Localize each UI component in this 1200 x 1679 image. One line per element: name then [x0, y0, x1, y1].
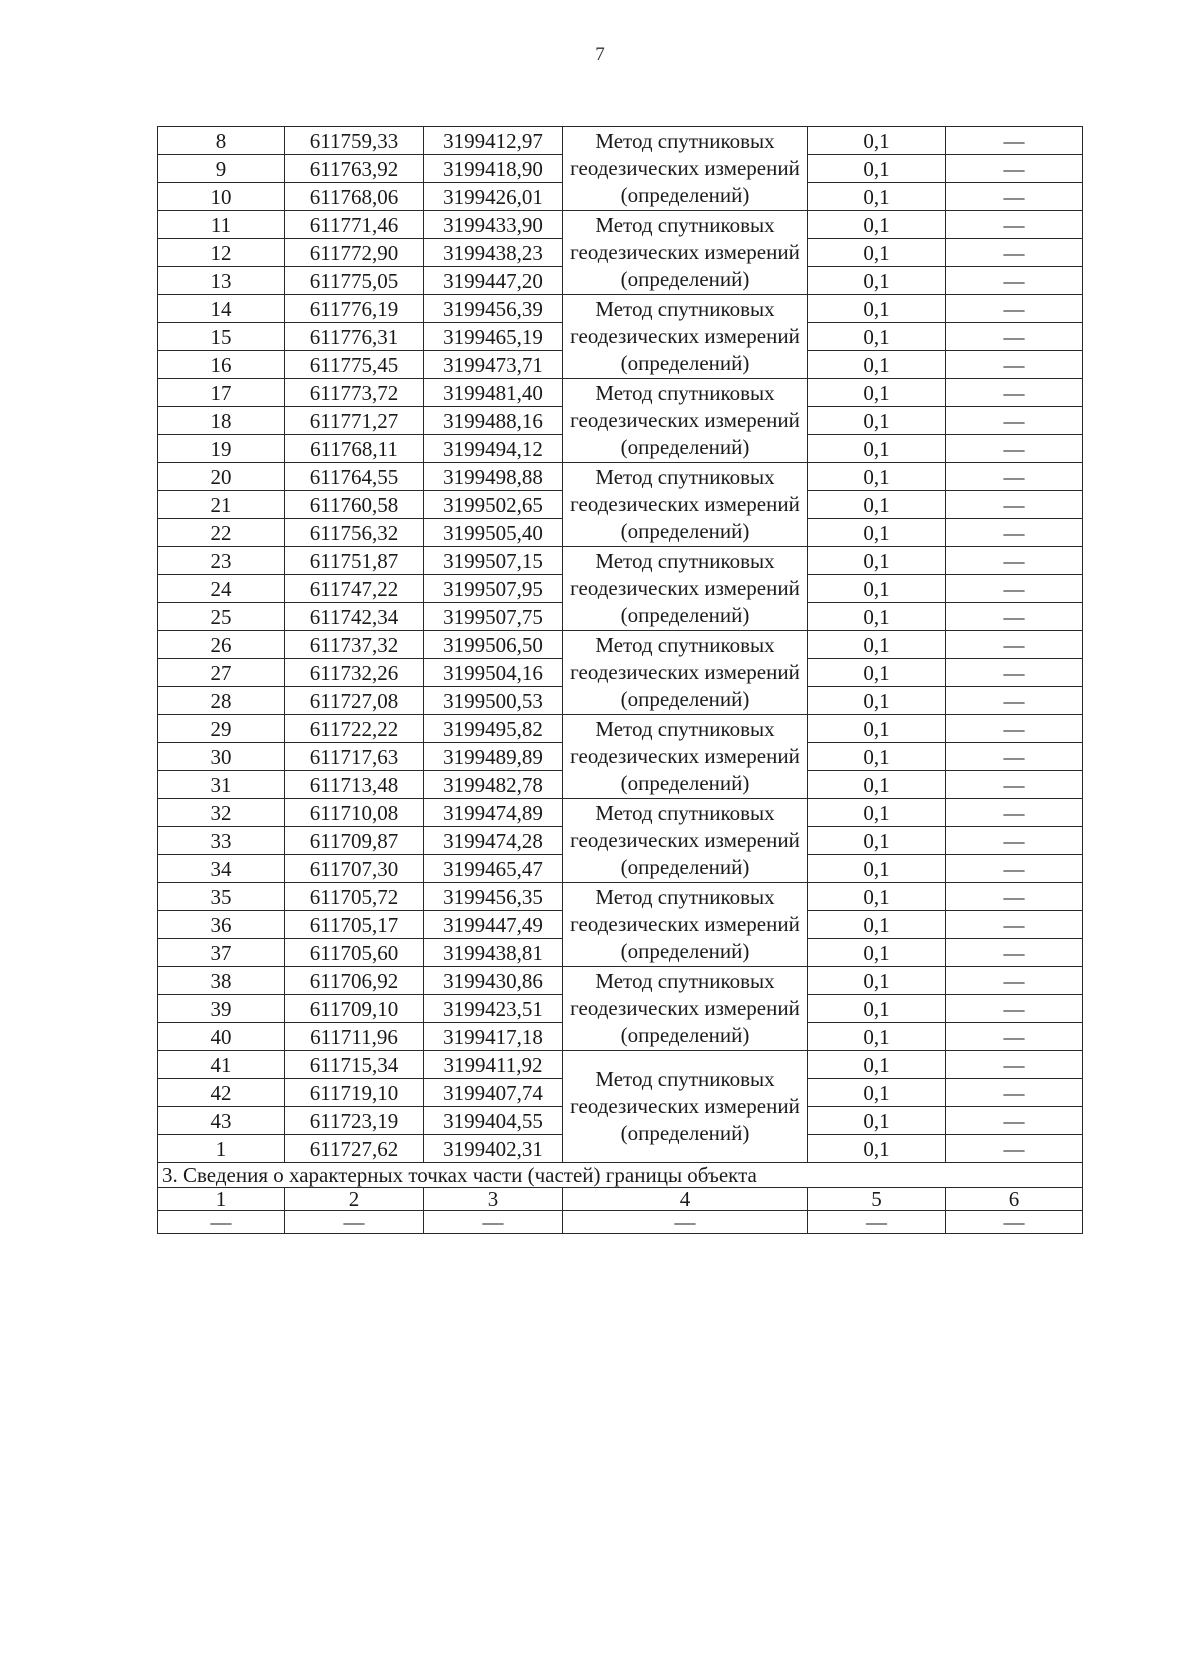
note-cell: — [946, 687, 1083, 715]
coordinate-x: 611763,92 [285, 155, 424, 183]
note-cell: — [946, 155, 1083, 183]
point-number: 29 [158, 715, 285, 743]
point-number: 40 [158, 1023, 285, 1051]
points-table-body [158, 127, 1083, 1163]
point-row [158, 211, 1083, 239]
accuracy-cell: 0,1 [808, 1023, 946, 1051]
coordinate-y: 3199447,49 [424, 911, 563, 939]
point-number: 34 [158, 855, 285, 883]
method-cell: Метод спутниковых геодезических измерений (определений) [563, 547, 808, 631]
note-cell: — [946, 519, 1083, 547]
note-cell: — [946, 855, 1083, 883]
column-number: 2 [285, 1188, 424, 1211]
note-cell: — [946, 827, 1083, 855]
coordinate-x: 611713,48 [285, 771, 424, 799]
accuracy-cell: 0,1 [808, 631, 946, 659]
accuracy-cell: 0,1 [808, 239, 946, 267]
coordinate-x: 611756,32 [285, 519, 424, 547]
coordinate-x: 611737,32 [285, 631, 424, 659]
accuracy-cell: 0,1 [808, 603, 946, 631]
point-number: 37 [158, 939, 285, 967]
coordinate-y: 3199494,12 [424, 435, 563, 463]
point-number: 15 [158, 323, 285, 351]
column-number: 3 [424, 1188, 563, 1211]
point-number: 22 [158, 519, 285, 547]
accuracy-cell: 0,1 [808, 211, 946, 239]
accuracy-cell: 0,1 [808, 519, 946, 547]
point-number: 24 [158, 575, 285, 603]
note-cell: — [946, 715, 1083, 743]
method-cell: Метод спутниковых геодезических измерений (определений) [563, 211, 808, 295]
section-3-empty-row [158, 1211, 1083, 1234]
method-cell: Метод спутниковых геодезических измерений (определений) [563, 127, 808, 211]
note-cell: — [946, 547, 1083, 575]
point-number: 19 [158, 435, 285, 463]
point-number: 41 [158, 1051, 285, 1079]
coordinate-y: 3199474,89 [424, 799, 563, 827]
method-cell: Метод спутниковых геодезических измерений (определений) [563, 967, 808, 1051]
point-number: 33 [158, 827, 285, 855]
method-cell: Метод спутниковых геодезических измерений (определений) [563, 295, 808, 379]
coordinate-y: 3199502,65 [424, 491, 563, 519]
empty-cell: — [158, 1211, 285, 1234]
coordinate-x: 611776,19 [285, 295, 424, 323]
accuracy-cell: 0,1 [808, 407, 946, 435]
coordinate-y: 3199417,18 [424, 1023, 563, 1051]
coordinate-y: 3199404,55 [424, 1107, 563, 1135]
point-number: 23 [158, 547, 285, 575]
point-number: 14 [158, 295, 285, 323]
coordinate-y: 3199498,88 [424, 463, 563, 491]
coordinate-x: 611771,27 [285, 407, 424, 435]
method-cell: Метод спутниковых геодезических измерений (определений) [563, 379, 808, 463]
point-row [158, 379, 1083, 407]
method-cell: Метод спутниковых геодезических измерений (определений) [563, 799, 808, 883]
coordinate-y: 3199426,01 [424, 183, 563, 211]
note-cell: — [946, 211, 1083, 239]
point-row [158, 715, 1083, 743]
note-cell: — [946, 1079, 1083, 1107]
point-number: 20 [158, 463, 285, 491]
coordinate-y: 3199456,39 [424, 295, 563, 323]
note-cell: — [946, 183, 1083, 211]
coordinate-y: 3199407,74 [424, 1079, 563, 1107]
accuracy-cell: 0,1 [808, 267, 946, 295]
coordinate-y: 3199412,97 [424, 127, 563, 155]
coordinate-y: 3199438,23 [424, 239, 563, 267]
coordinate-x: 611717,63 [285, 743, 424, 771]
note-cell: — [946, 1107, 1083, 1135]
note-cell: — [946, 463, 1083, 491]
coordinate-x: 611723,19 [285, 1107, 424, 1135]
accuracy-cell: 0,1 [808, 127, 946, 155]
note-cell: — [946, 743, 1083, 771]
column-number: 5 [808, 1188, 946, 1211]
accuracy-cell: 0,1 [808, 1107, 946, 1135]
coordinate-x: 611707,30 [285, 855, 424, 883]
empty-cell: — [808, 1211, 946, 1234]
coordinate-x: 611776,31 [285, 323, 424, 351]
coordinate-x: 611705,60 [285, 939, 424, 967]
accuracy-cell: 0,1 [808, 715, 946, 743]
coordinate-y: 3199465,47 [424, 855, 563, 883]
point-row [158, 1051, 1083, 1079]
note-cell: — [946, 575, 1083, 603]
note-cell: — [946, 631, 1083, 659]
accuracy-cell: 0,1 [808, 967, 946, 995]
coordinate-y: 3199423,51 [424, 995, 563, 1023]
coordinate-x: 611773,72 [285, 379, 424, 407]
note-cell: — [946, 939, 1083, 967]
note-cell: — [946, 323, 1083, 351]
point-row [158, 799, 1083, 827]
accuracy-cell: 0,1 [808, 379, 946, 407]
coordinate-x: 611709,10 [285, 995, 424, 1023]
coordinate-x: 611772,90 [285, 239, 424, 267]
coordinate-x: 611705,17 [285, 911, 424, 939]
point-number: 39 [158, 995, 285, 1023]
note-cell: — [946, 407, 1083, 435]
note-cell: — [946, 295, 1083, 323]
section-3 [158, 1163, 1083, 1234]
coordinate-x: 611732,26 [285, 659, 424, 687]
coordinate-x: 611759,33 [285, 127, 424, 155]
accuracy-cell: 0,1 [808, 883, 946, 911]
coordinate-x: 611768,11 [285, 435, 424, 463]
accuracy-cell: 0,1 [808, 323, 946, 351]
coordinate-y: 3199430,86 [424, 967, 563, 995]
point-number: 1 [158, 1135, 285, 1163]
coordinate-x: 611775,05 [285, 267, 424, 295]
coordinate-y: 3199402,31 [424, 1135, 563, 1163]
coordinate-x: 611727,08 [285, 687, 424, 715]
note-cell: — [946, 491, 1083, 519]
coordinate-x: 611706,92 [285, 967, 424, 995]
coordinate-y: 3199465,19 [424, 323, 563, 351]
accuracy-cell: 0,1 [808, 687, 946, 715]
coordinate-x: 611710,08 [285, 799, 424, 827]
note-cell: — [946, 1135, 1083, 1163]
note-cell: — [946, 771, 1083, 799]
coordinate-x: 611705,72 [285, 883, 424, 911]
coordinate-x: 611727,62 [285, 1135, 424, 1163]
coordinate-y: 3199507,15 [424, 547, 563, 575]
note-cell: — [946, 435, 1083, 463]
point-number: 12 [158, 239, 285, 267]
point-number: 30 [158, 743, 285, 771]
point-number: 26 [158, 631, 285, 659]
accuracy-cell: 0,1 [808, 771, 946, 799]
note-cell: — [946, 883, 1083, 911]
note-cell: — [946, 379, 1083, 407]
method-cell: Метод спутниковых геодезических измерений (определений) [563, 631, 808, 715]
coordinate-x: 611760,58 [285, 491, 424, 519]
point-number: 38 [158, 967, 285, 995]
coordinate-y: 3199456,35 [424, 883, 563, 911]
coordinate-y: 3199495,82 [424, 715, 563, 743]
note-cell: — [946, 967, 1083, 995]
accuracy-cell: 0,1 [808, 1135, 946, 1163]
accuracy-cell: 0,1 [808, 995, 946, 1023]
point-row [158, 295, 1083, 323]
point-number: 11 [158, 211, 285, 239]
accuracy-cell: 0,1 [808, 295, 946, 323]
note-cell: — [946, 267, 1083, 295]
point-number: 8 [158, 127, 285, 155]
section-3-column-numbers-row [158, 1188, 1083, 1211]
coordinate-y: 3199505,40 [424, 519, 563, 547]
coordinate-y: 3199504,16 [424, 659, 563, 687]
point-row [158, 883, 1083, 911]
coordinate-y: 3199506,50 [424, 631, 563, 659]
coordinate-x: 611715,34 [285, 1051, 424, 1079]
note-cell: — [946, 799, 1083, 827]
accuracy-cell: 0,1 [808, 351, 946, 379]
coordinate-x: 611771,46 [285, 211, 424, 239]
accuracy-cell: 0,1 [808, 799, 946, 827]
coordinate-y: 3199507,75 [424, 603, 563, 631]
note-cell: — [946, 351, 1083, 379]
accuracy-cell: 0,1 [808, 743, 946, 771]
coordinate-y: 3199474,28 [424, 827, 563, 855]
point-number: 16 [158, 351, 285, 379]
note-cell: — [946, 1023, 1083, 1051]
accuracy-cell: 0,1 [808, 547, 946, 575]
point-number: 35 [158, 883, 285, 911]
point-number: 21 [158, 491, 285, 519]
accuracy-cell: 0,1 [808, 463, 946, 491]
coordinate-y: 3199482,78 [424, 771, 563, 799]
coordinate-y: 3199438,81 [424, 939, 563, 967]
point-number: 13 [158, 267, 285, 295]
empty-cell: — [946, 1211, 1083, 1234]
column-number: 4 [563, 1188, 808, 1211]
coordinate-x: 611775,45 [285, 351, 424, 379]
boundary-points-table [157, 126, 1083, 1234]
point-row [158, 463, 1083, 491]
accuracy-cell: 0,1 [808, 1051, 946, 1079]
coordinate-x: 611768,06 [285, 183, 424, 211]
point-number: 10 [158, 183, 285, 211]
coordinate-y: 3199481,40 [424, 379, 563, 407]
method-cell: Метод спутниковых геодезических измерений (определений) [563, 883, 808, 967]
coordinate-y: 3199447,20 [424, 267, 563, 295]
method-cell: Метод спутниковых геодезических измерений (определений) [563, 1051, 808, 1163]
coordinate-y: 3199488,16 [424, 407, 563, 435]
note-cell: — [946, 127, 1083, 155]
empty-cell: — [424, 1211, 563, 1234]
accuracy-cell: 0,1 [808, 911, 946, 939]
column-number: 1 [158, 1188, 285, 1211]
accuracy-cell: 0,1 [808, 155, 946, 183]
accuracy-cell: 0,1 [808, 491, 946, 519]
accuracy-cell: 0,1 [808, 855, 946, 883]
coordinate-y: 3199507,95 [424, 575, 563, 603]
empty-cell: — [285, 1211, 424, 1234]
point-row [158, 631, 1083, 659]
point-number: 36 [158, 911, 285, 939]
note-cell: — [946, 239, 1083, 267]
page-number: 7 [595, 44, 605, 65]
method-cell: Метод спутниковых геодезических измерений (определений) [563, 463, 808, 547]
note-cell: — [946, 1051, 1083, 1079]
accuracy-cell: 0,1 [808, 435, 946, 463]
point-number: 17 [158, 379, 285, 407]
accuracy-cell: 0,1 [808, 827, 946, 855]
accuracy-cell: 0,1 [808, 1079, 946, 1107]
point-number: 9 [158, 155, 285, 183]
accuracy-cell: 0,1 [808, 939, 946, 967]
point-number: 42 [158, 1079, 285, 1107]
empty-cell: — [563, 1211, 808, 1234]
note-cell: — [946, 603, 1083, 631]
note-cell: — [946, 911, 1083, 939]
column-number: 6 [946, 1188, 1083, 1211]
coordinate-x: 611722,22 [285, 715, 424, 743]
coordinate-x: 611711,96 [285, 1023, 424, 1051]
coordinate-y: 3199411,92 [424, 1051, 563, 1079]
note-cell: — [946, 659, 1083, 687]
section-3-title: 3. Сведения о характерных точках части (частей) границы объекта [158, 1163, 1083, 1188]
coordinate-y: 3199418,90 [424, 155, 563, 183]
coordinate-y: 3199433,90 [424, 211, 563, 239]
point-number: 32 [158, 799, 285, 827]
coordinate-x: 611764,55 [285, 463, 424, 491]
coordinate-x: 611709,87 [285, 827, 424, 855]
coordinate-x: 611747,22 [285, 575, 424, 603]
accuracy-cell: 0,1 [808, 183, 946, 211]
coordinate-x: 611751,87 [285, 547, 424, 575]
coordinate-x: 611719,10 [285, 1079, 424, 1107]
coordinate-y: 3199489,89 [424, 743, 563, 771]
coordinate-x: 611742,34 [285, 603, 424, 631]
coordinate-y: 3199473,71 [424, 351, 563, 379]
coordinate-y: 3199500,53 [424, 687, 563, 715]
point-row [158, 127, 1083, 155]
method-cell: Метод спутниковых геодезических измерений (определений) [563, 715, 808, 799]
point-number: 43 [158, 1107, 285, 1135]
point-number: 28 [158, 687, 285, 715]
accuracy-cell: 0,1 [808, 659, 946, 687]
point-number: 18 [158, 407, 285, 435]
point-number: 31 [158, 771, 285, 799]
point-row [158, 547, 1083, 575]
accuracy-cell: 0,1 [808, 575, 946, 603]
point-number: 27 [158, 659, 285, 687]
point-row [158, 967, 1083, 995]
point-number: 25 [158, 603, 285, 631]
note-cell: — [946, 995, 1083, 1023]
